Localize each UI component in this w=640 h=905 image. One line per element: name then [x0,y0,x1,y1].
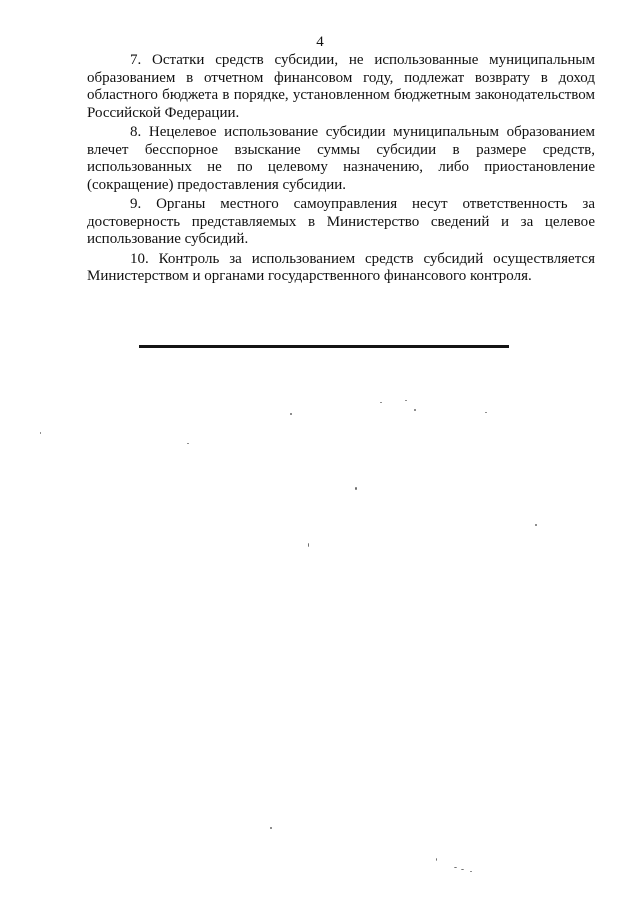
scan-speck [290,413,292,415]
scan-speck [405,400,407,401]
document-body [87,52,595,288]
closing-divider-line [139,345,509,348]
scan-speck [414,409,416,411]
paragraph-10: 10. Контроль за использованием средств субсидий осуществляется Министерством и органами государственного финансового контроля. [87,250,595,284]
scan-speck [355,487,357,490]
scan-speck [454,867,457,868]
paragraph-7: 7. Остатки средств субсидии, не использованные муниципальным образованием в отчетном финансовом году, подлежат возврату в доход областного бюджета в порядке, установленном бюджетным законодательством Российской Федерации. [87,52,595,121]
scan-speck [485,412,487,413]
paragraph-9: 9. Органы местного самоуправления несут ответственность за достоверность представляемых в Министерство сведений и за целевое использование субсидий. [87,196,595,247]
page-number: 4 [316,34,324,50]
scan-speck [270,827,272,829]
scan-speck [308,543,309,547]
scan-speck [461,869,464,870]
scan-speck [470,871,472,872]
scan-speck [40,432,41,434]
paragraph-8: 8. Нецелевое использование субсидии муниципальным образованием влечет бесспорное взыскание суммы субсидии в размере средств, использованных не по целевому назначению, либо приостановление (сокращение) предоставления субсидии. [87,124,595,193]
scan-speck [535,524,537,526]
scan-speck [187,443,189,444]
scan-speck [380,402,382,403]
scan-speck [436,858,437,861]
